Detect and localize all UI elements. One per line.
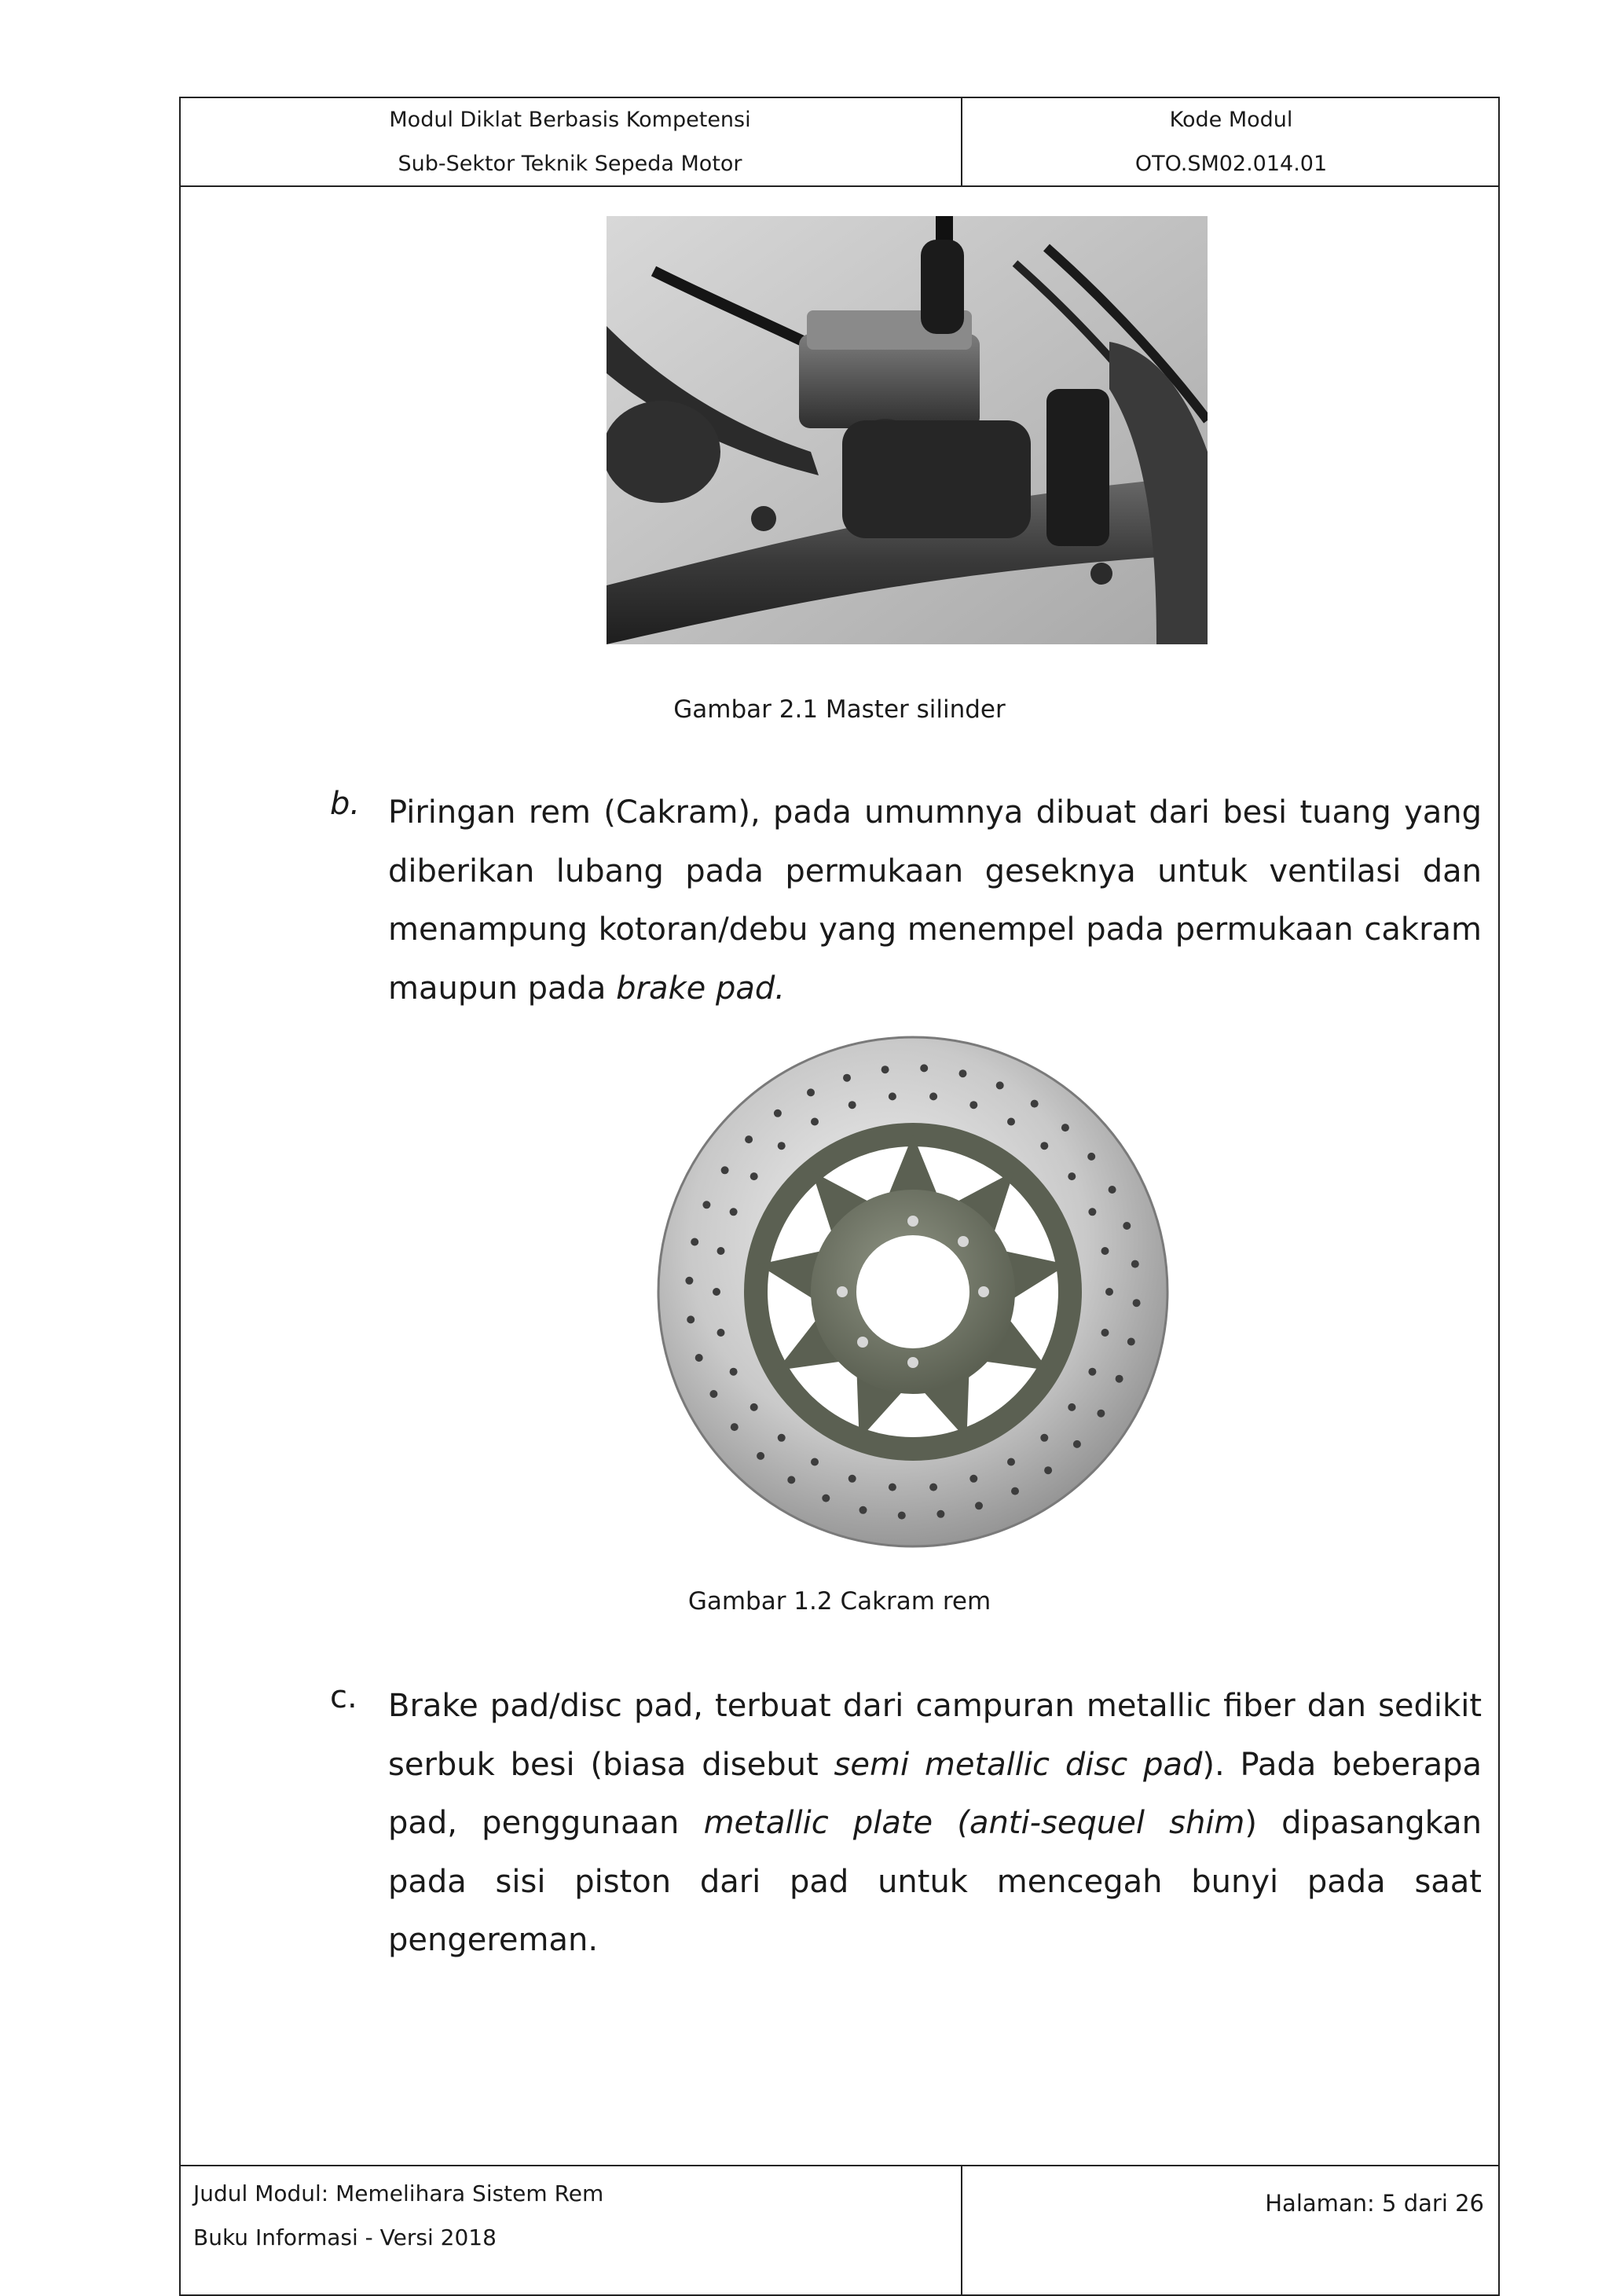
item-c-text-1: Brake pad/disc pad, terbuat dari campuran metallic fiber dan sedikit serbuk besi (biasa disebut	[388, 1688, 1482, 1783]
header-right-cell	[962, 98, 1500, 186]
header-code-label: Kode Modul	[1169, 108, 1293, 132]
figure-1-caption: Gambar 2.1 Master silinder	[673, 695, 1006, 724]
item-c-paragraph	[388, 1677, 1482, 1970]
header-left-cell	[179, 98, 961, 186]
figure-2-caption: Gambar 1.2 Cakram rem	[687, 1587, 991, 1616]
header-title-line1: Modul Diklat Berbasis Kompetensi	[389, 108, 751, 132]
master-cylinder-photo	[607, 216, 1208, 644]
header-code-value: OTO.SM02.014.01	[1134, 152, 1328, 176]
item-b-text: Piringan rem (Cakram), pada umumnya dibuat dari besi tuang yang diberikan lubang pada permukaan geseknya untuk ventilasi dan menampung kotoran/debu yang menempel pada permukaan cakram maupun pada	[388, 794, 1482, 1007]
brake-disc-image	[657, 1036, 1169, 1548]
footer-module-title: Judul Modul: Memelihara Sistem Rem	[193, 2180, 604, 2206]
footer-divider	[961, 2166, 962, 2296]
page-footer	[179, 2165, 1500, 2296]
item-c-text-2: ). Pada beberapa pad, penggunaan	[388, 1746, 1482, 1841]
item-c-italic-2: metallic plate (anti-sequel shim	[703, 1805, 1245, 1841]
item-b-italic: brake pad.	[616, 970, 785, 1007]
item-c-marker: c.	[330, 1679, 357, 1715]
footer-book-info: Buku Informasi - Versi 2018	[193, 2224, 497, 2250]
item-b-marker: b.	[330, 786, 361, 822]
header-title-line2: Sub-Sektor Teknik Sepeda Motor	[398, 152, 742, 176]
item-b-paragraph	[388, 783, 1482, 1018]
item-c-text-3: ) dipasangkan pada sisi piston dari pad untuk mencegah bunyi pada saat pengereman.	[388, 1805, 1482, 1958]
item-c-italic-1: semi metallic disc pad	[834, 1746, 1203, 1783]
page-header	[179, 97, 1500, 187]
footer-page-number: Halaman: 5 dari 26	[1265, 2190, 1484, 2217]
